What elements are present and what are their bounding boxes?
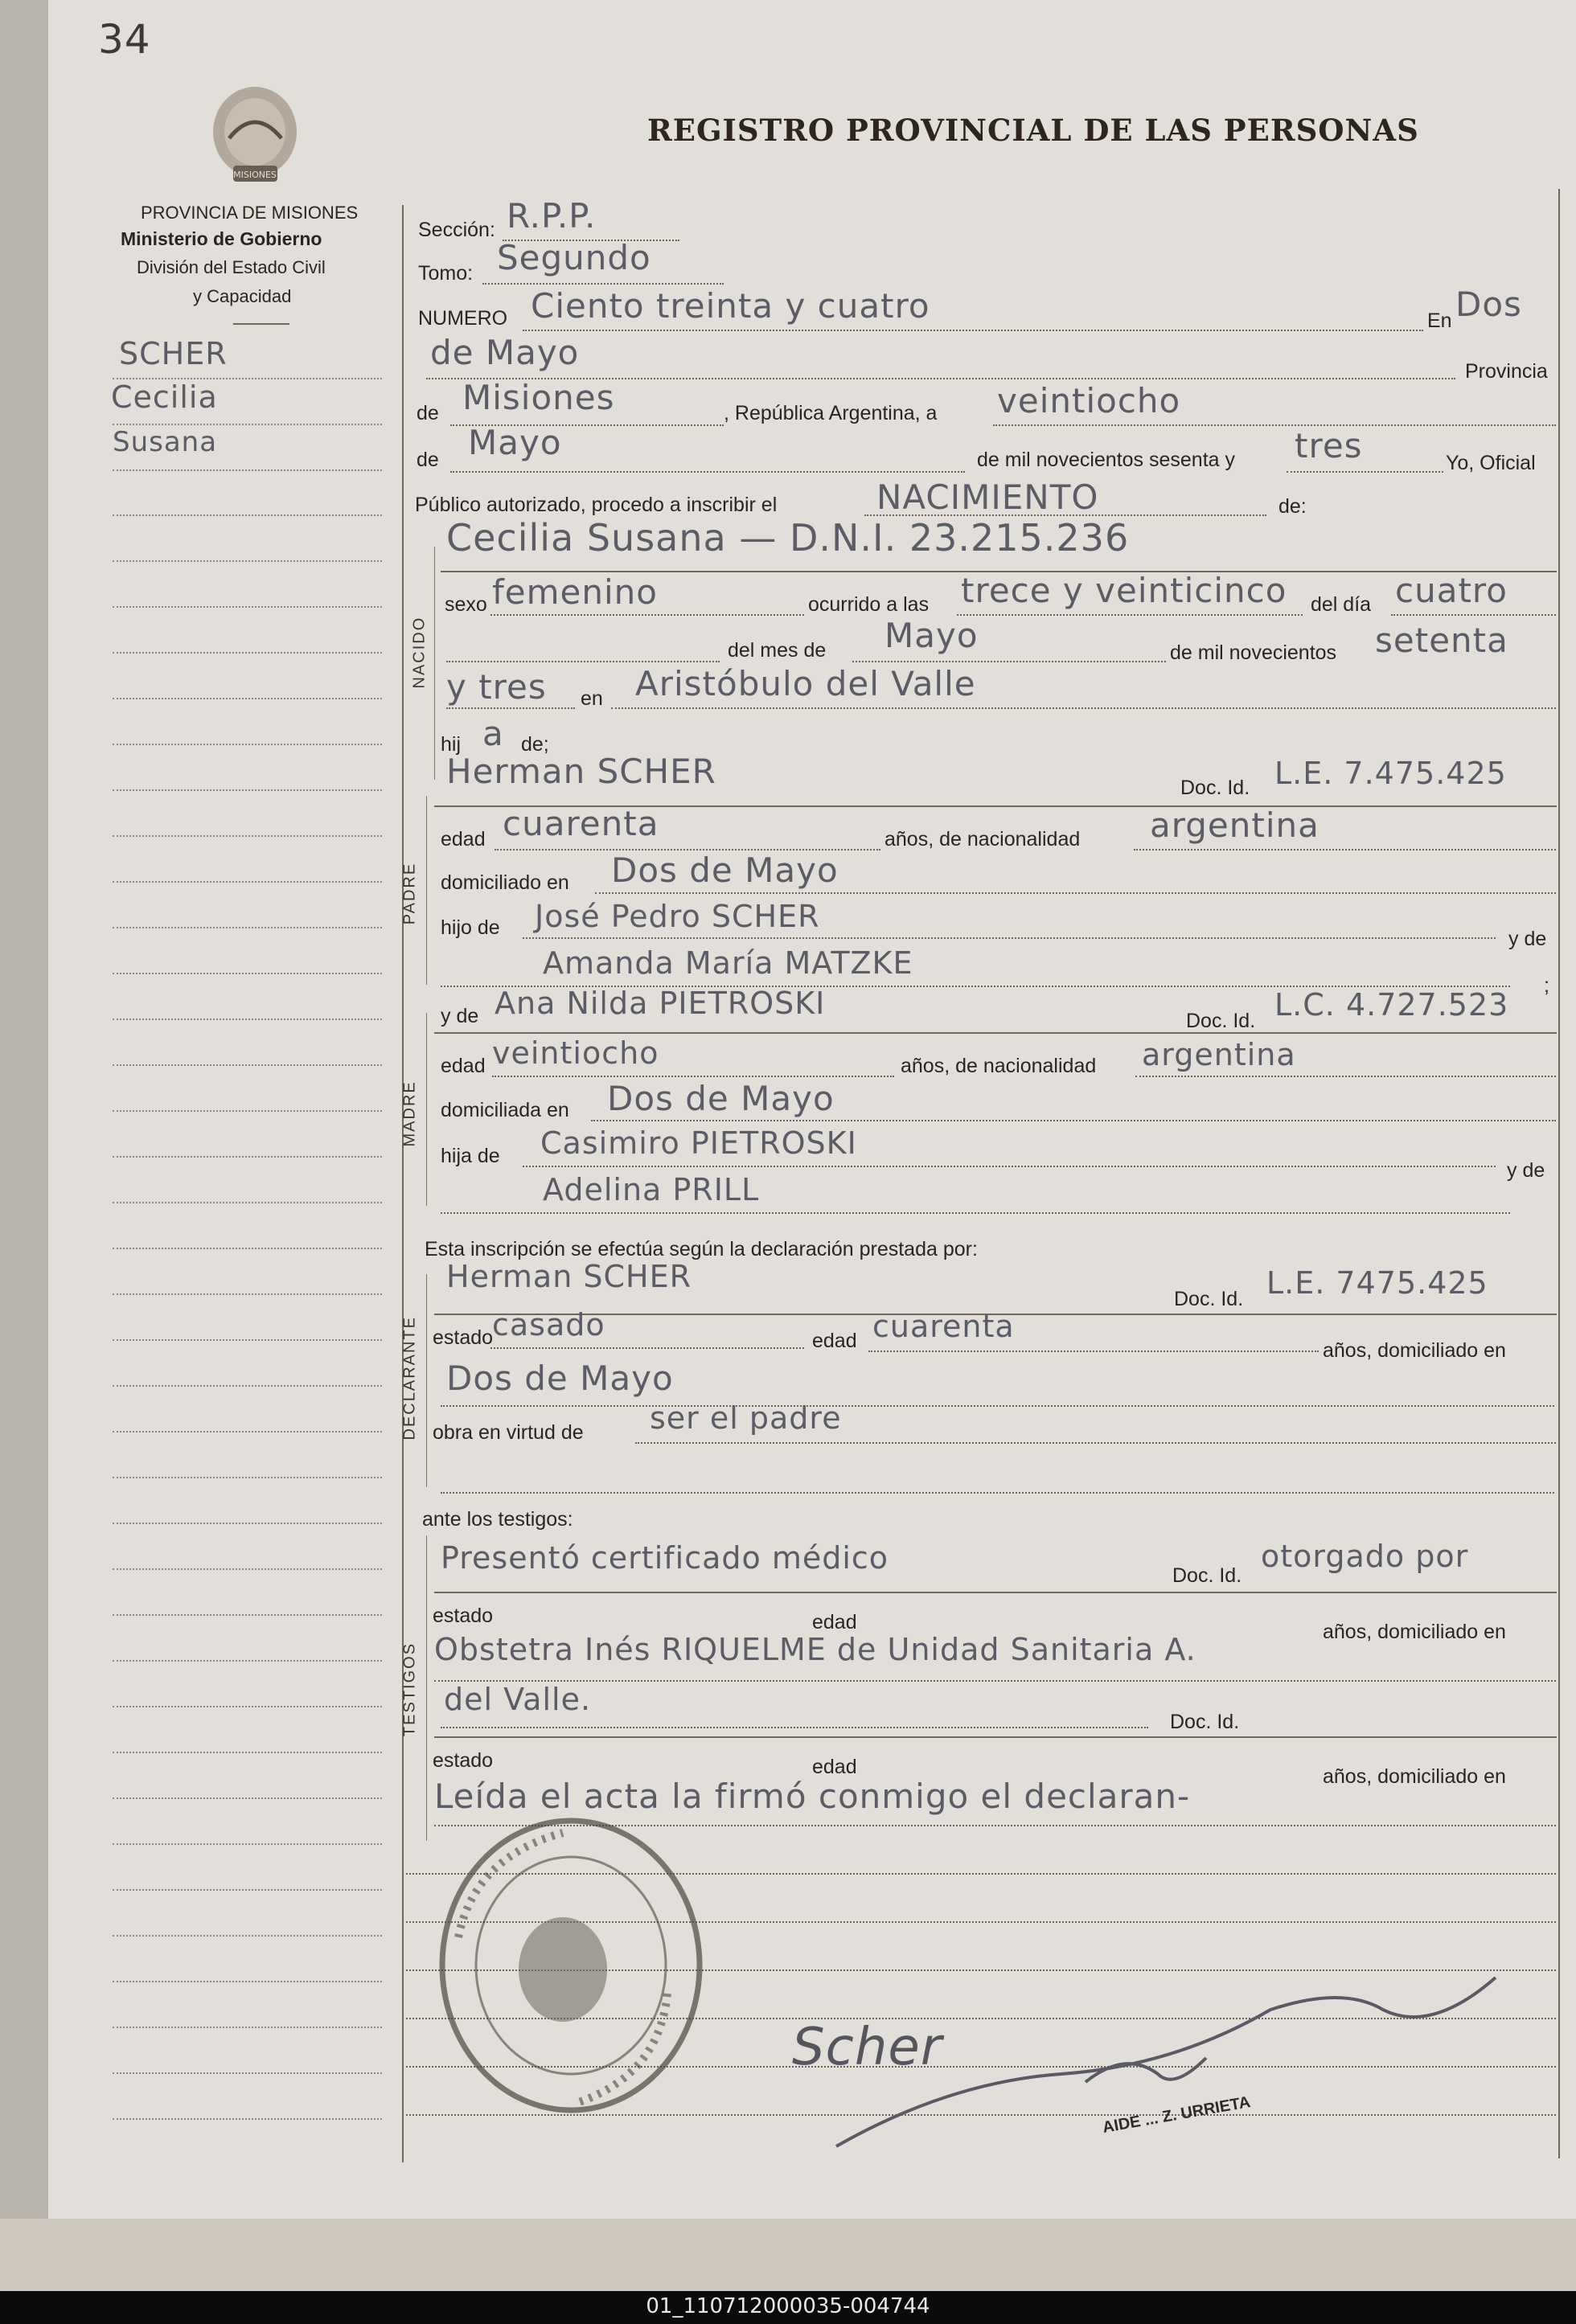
rule [434,1592,1557,1593]
margin-line [113,560,382,562]
margin-line [113,1523,382,1524]
margin-line [113,927,382,928]
margin-line [113,1752,382,1753]
tomo-value: Segundo [497,238,651,277]
margin-line [113,698,382,699]
dots [1287,471,1443,473]
dots [441,1727,1148,1728]
book-strip [0,2219,1576,2291]
margin-line [113,1706,382,1707]
provincial-seal [201,82,310,195]
dots [635,1442,1556,1444]
padre-doc: L.E. 7.475.425 [1274,756,1507,791]
rule [434,1032,1557,1034]
nacido-bracket [434,547,435,780]
padre-nombre: Herman SCHER [446,752,716,791]
image-identifier: 01_110712000035-004744 [646,2294,930,2318]
nacido-label: NACIDO [410,616,429,689]
testigos-domicilio-label-2: años, domiciliado en [1323,1765,1506,1788]
madre-label: MADRE [400,1080,419,1147]
padre-doc-label: Doc. Id. [1180,777,1250,799]
dots [868,1351,1319,1352]
margin-line [113,2118,382,2120]
margin-name-1: Cecilia [111,379,218,415]
margin-line [113,424,382,425]
en-value: Dos [1455,285,1522,324]
dots [490,614,804,616]
office-underline [233,323,289,325]
acto-value: NACIMIENTO [876,478,1099,517]
dots [957,614,1303,616]
dots [450,471,965,473]
declarante-nombre: Herman SCHER [446,1259,692,1294]
margin-line [113,2027,382,2028]
margin-line [113,973,382,974]
margin-line [113,789,382,791]
dots [993,424,1556,426]
madre-y-de-label-2: y de [1507,1159,1545,1182]
declarante-estado: casado [492,1307,605,1342]
dots [1135,1076,1556,1077]
margin-line [113,1981,382,1982]
register-title: REGISTRO PROVINCIAL DE LAS PERSONAS [647,113,1419,148]
numero-label: NUMERO [418,307,508,330]
dots [446,707,575,709]
seal-label: MISIONES [233,170,277,180]
testigos-estado-label-1: estado [433,1605,494,1627]
dots [434,1680,1556,1682]
dots [591,1120,1556,1121]
provincia-label: Provincia [1465,360,1548,383]
republica-label: , República Argentina, a [724,402,938,424]
margin-line [113,1843,382,1845]
testigos-linea1: Presentó certificado médico [441,1540,889,1576]
dots [482,283,724,285]
margin-line [113,744,382,745]
dots [523,330,1423,331]
mil-novecientos-label: de mil novecientos [1170,641,1337,664]
padre-edad-label: edad [441,828,486,850]
seccion-value: R.P.P. [507,196,597,236]
anio-nac-value-2: y tres [446,667,547,707]
mes-inscripcion: Mayo [468,423,562,462]
dots [611,707,1556,709]
declarante-domicilio: Dos de Mayo [446,1359,674,1398]
margin-line [113,1156,382,1158]
padre-y-de: Amanda María MATZKE [543,945,913,981]
dia-value: cuatro [1395,571,1508,610]
office-line-1: PROVINCIA DE MISIONES [141,203,359,223]
main-column-rule [402,205,404,2162]
dots [441,1212,1510,1214]
official-round-stamp [426,1809,716,2122]
declarante-edad: cuarenta [872,1309,1015,1344]
madre-y-de: Adelina PRILL [543,1172,760,1207]
margin-line [113,514,382,516]
signature-scher: Scher [792,2018,943,2077]
padre-bracket [426,796,427,985]
madre-domicilio: Dos de Mayo [607,1079,835,1118]
dots [446,661,720,662]
margin-line [113,1293,382,1295]
declarante-bracket [426,1274,427,1487]
padre-edad: cuarenta [503,804,659,843]
dots [490,1347,804,1349]
rule [434,1736,1557,1738]
testigos-edad-label-2: edad [812,1756,857,1778]
margin-line [113,1385,382,1387]
hijo-de-label: de; [521,733,549,756]
numero-value: Ciento treinta y cuatro [531,286,930,326]
padre-nacionalidad: argentina [1150,805,1319,845]
madre-doc: L.C. 4.727.523 [1274,987,1509,1023]
office-line-2: Ministerio de Gobierno [121,228,322,249]
dots [1134,849,1556,850]
page-number: 34 [98,16,151,63]
padre-label: PADRE [400,862,419,925]
margin-line [113,1110,382,1112]
padre-domicilio: Dos de Mayo [611,850,839,890]
obra-label: obra en virtud de [433,1421,584,1444]
official-name-stamp: AIDE ... Z. URRIETA [1101,2092,1252,2138]
office-line-4: y Capacidad [193,286,292,306]
declarante-edad-label: edad [812,1330,857,1352]
padre-y-de-label: y de [1508,928,1547,950]
tomo-label: Tomo: [418,262,474,285]
margin-line [113,881,382,883]
hijo-suffix: a [482,714,504,753]
declaracion-label: Esta inscripción se efectúa según la declaración prestada por: [425,1238,978,1260]
dots [441,1492,1554,1494]
office-line-3: División del Estado Civil [137,257,326,277]
right-border-rule [1558,189,1560,2158]
obra-value: ser el padre [650,1400,842,1436]
margin-line [113,1202,382,1203]
margin-line [113,378,382,379]
margin-line [113,1889,382,1891]
dots [441,1405,1554,1407]
padre-hijo-de-label: hijo de [441,916,500,939]
sexo-label: sexo [445,593,487,616]
official-signature [820,1961,1544,2162]
margin-line [113,835,382,837]
margin-name-2: Susana [113,426,218,458]
margin-line [113,606,382,608]
madre-hija-de: Casimiro PIETROSKI [540,1125,857,1161]
margin-line [113,1339,382,1341]
testigos-label: TESTIGOS [400,1642,419,1737]
margin-line [113,652,382,654]
declarante-doc: L.E. 7475.425 [1266,1265,1488,1301]
margin-line [113,1568,382,1570]
yo-oficial-label: Yo, Oficial [1446,452,1536,474]
anio-inscripcion: tres [1295,426,1363,465]
testigos-linea2: Obstetra Inés RIQUELME de Unidad Sanitaria A. [434,1632,1196,1667]
margin-line [113,1064,382,1066]
madre-edad: veintiocho [492,1035,659,1071]
publico-label: Público autorizado, procedo a inscribir el [415,494,778,516]
ocurrido-label: ocurrido a las [808,593,930,616]
padre-semicolon: ; [1544,974,1549,997]
testigos-doc1: otorgado por [1261,1539,1469,1574]
margin-line [113,1935,382,1937]
sexo-value: femenino [492,572,658,612]
nombre-nacido: Cecilia Susana — D.N.I. 23.215.236 [446,516,1130,559]
de-colon-label: de: [1278,495,1307,518]
mes-value: Mayo [884,616,979,655]
padre-nacionalidad-label: años, de nacionalidad [884,828,1081,850]
padre-domicilio-label: domiciliado en [441,871,569,894]
dots [852,661,1166,662]
del-mes-label: del mes de [728,639,827,662]
madre-nombre: Ana Nilda PIETROSKI [495,986,826,1021]
madre-bracket [426,1013,427,1206]
provincia-value: Misiones [462,378,615,417]
margin-line [113,2072,382,2074]
margin-line [113,1019,382,1020]
madre-domicilio-label: domiciliada en [441,1099,569,1121]
padre-hijo-de: José Pedro SCHER [535,899,820,934]
declarante-doc-label: Doc. Id. [1174,1288,1244,1310]
dots [523,937,1496,939]
testigos-linea4: Leída el acta la firmó conmigo el declaran- [434,1777,1191,1816]
ante-testigos-label: ante los testigos: [422,1508,573,1531]
declarante-estado-label: estado [433,1326,494,1349]
margin-line [113,1797,382,1799]
book-edge [0,0,48,2324]
dots [523,1166,1496,1167]
hijo-label: hij [441,733,462,756]
dots [492,1076,894,1077]
mil-sesenta-label: de mil novecientos sesenta y [977,449,1236,471]
margin-line [113,469,382,471]
madre-hija-de-label: hija de [441,1145,500,1167]
margin-line [113,1660,382,1662]
madre-nacionalidad: argentina [1142,1037,1296,1072]
seccion-label: Sección: [418,219,495,241]
dots [595,892,1556,894]
testigos-domicilio-label-1: años, domiciliado en [1323,1621,1506,1643]
margin-surname: SCHER [119,336,228,371]
madre-doc-label: Doc. Id. [1186,1010,1256,1032]
margin-line [113,1477,382,1478]
testigos-bracket [426,1535,427,1841]
margin-line [113,1614,382,1616]
dia-inscripcion: veintiocho [997,381,1181,420]
madre-edad-label: edad [441,1055,486,1077]
margin-line [113,1248,382,1249]
del-dia-label: del día [1311,593,1372,616]
hora-value: trece y veinticinco [961,571,1287,610]
testigos-estado-label-2: estado [433,1749,494,1772]
declarante-label: DECLARANTE [400,1316,419,1441]
de-label-1: de [417,402,439,424]
de-label-2: de [417,449,439,471]
testigos-doc-label-2: Doc. Id. [1170,1711,1240,1733]
madre-y-de-label: y de [441,1005,479,1027]
dots [1391,614,1556,616]
lugar-value: Aristóbulo del Valle [635,664,976,703]
anio-nac-value: setenta [1375,621,1508,660]
en-lugar-label: en [581,687,603,710]
madre-nacionalidad-label: años, de nacionalidad [901,1055,1097,1077]
en-value-line2: de Mayo [430,333,580,372]
testigos-linea3: del Valle. [444,1682,592,1717]
declarante-domicilio-label: años, domiciliado en [1323,1339,1506,1362]
en-label: En [1427,309,1452,332]
testigos-edad-label-1: edad [812,1611,857,1633]
margin-line [113,1431,382,1433]
testigos-doc-label-1: Doc. Id. [1172,1564,1242,1587]
